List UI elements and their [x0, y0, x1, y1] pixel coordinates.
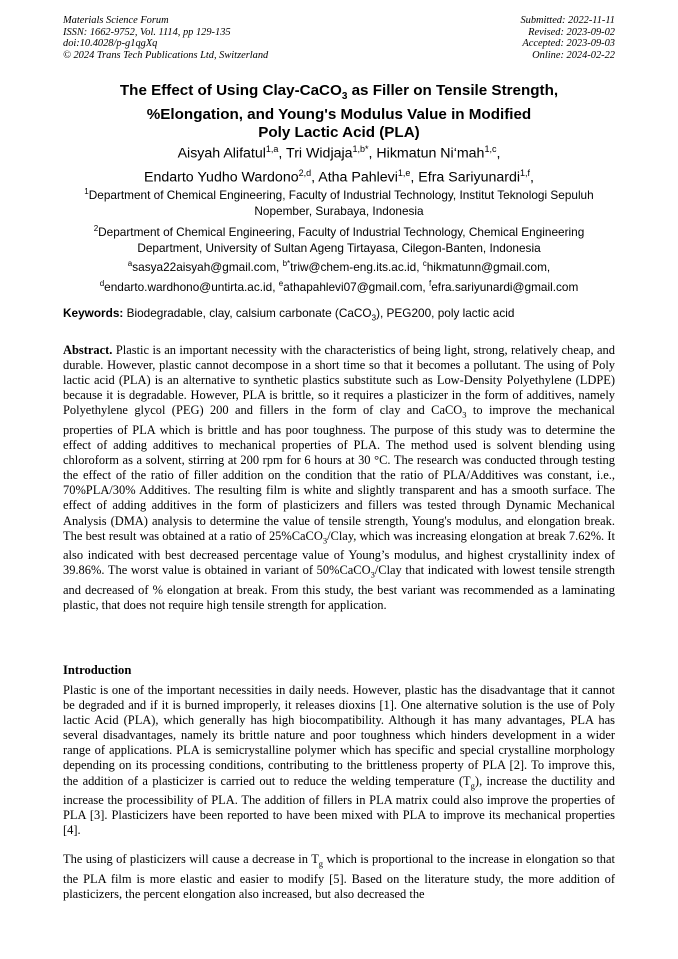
- journal-name: Materials Science Forum: [63, 15, 169, 26]
- email-link[interactable]: sasya22aisyah@gmail.com,: [132, 259, 283, 274]
- journal-issn: ISSN: 1662-9752, Vol. 1114, pp 129-135: [63, 26, 231, 38]
- author-name: , Tri Widjaja: [278, 145, 353, 162]
- author-name: , Hikmatun Ni‘mah: [368, 145, 485, 162]
- author-emails: $^a$sasya22aisyah@gmail.com, $^{b*}$triw@chem-eng.its.ac.id, $^c$hikmatunn@gmail.com, $^d$endarto.wardhono@untirta.ac.id, $^e$athapahlevi07@gmail.com, $^f$efra.sariyunardi@gmail.com: [99, 259, 579, 294]
- submission-dates: [520, 15, 615, 61]
- introduction-paragraph: The using of plasticizers will cause a decrease in $T_g$ which is proportional to the increase in elongation so that the PLA film is more elastic and easier to modify [5]. Based on the literature study, the more addition of plasticizers, the percent elongation also increased, but also decreased the: [63, 852, 615, 901]
- journal-info: [63, 15, 268, 61]
- keywords: Keywords: Biodegradable, clay, calsium carbonate (CaCO$_3$), PEG200, poly lactic acid: [63, 306, 515, 323]
- paper-title: [70, 82, 608, 143]
- author-name: , Atha Pahlevi: [311, 169, 398, 186]
- keywords-label: Keywords:: [63, 306, 124, 320]
- email-link[interactable]: efra.sariyunardi@gmail.com: [431, 279, 579, 294]
- submitted-date: Submitted: 2022-11-11: [520, 15, 615, 26]
- abstract: Abstract. Plastic is an important necessity with the characteristics of being light, strong, relatively cheap, and durable. However, plastic cannot decompose in a short time so that it becomes a pollutant. The using of Poly lactic acid (PLA) is an alternative to synthetic plastics substitute such as Low-Density Polyethylene (LDPE) because it is degradable. However, PLA is brittle, so it requires a plasticizer in the form of additives, namely Polyethylene glycol (PEG) 200 and fillers in the form of clay and CaCO$_3$ to improve the mechanical properties of PLA which is brittle and has poor toughness. The purpose of this study was to determine the effect of adding additives to mechanical properties of PLA. The method used is solvent blending using chloroform as a solvent, stirring at 200 rpm for 6 hours at 30 °C. The research was conducted through testing the effect of the ratio of filler addition on the condition that the ratio of PLA/Additives was constant, i.e., 70%PLA/30% Additives. The resulting film is white and slightly transparent and has a smooth surface. The effect of adding additives in the form of plasticizers and fillers was tested through Dynamic Mechanical Analysis (DMA) analysis to determine the value of tensile strength, Young's modulus, and elongation break. The best result was obtained at a ratio of 25%CaCO$_3$/Clay, which was increasing elongation at break 7.62%. It also indicated with best decreased percentage value of Young’s modulus, and highest crystallinity index of 39.86%. The worst value is obtained in variant of 50%CaCO$_3$/Clay that indicated with lowest tensile strength and decreased of % elongation at break. From this study, the best variant was recommended as a laminating plastic, that does not require high tensile strength for application.: [63, 343, 616, 612]
- email-link[interactable]: athapahlevi07@gmail.com,: [283, 279, 429, 294]
- accepted-date: Accepted: 2023-09-03: [522, 38, 615, 50]
- title-line-1: The Effect of Using Clay-CaCO$_3$ as Filler on Tensile Strength,: [119, 82, 559, 103]
- affiliation-1: $^1$Department of Chemical Engineering, Faculty of Industrial Technology, Institut Teknologi Sepuluh Nopember, Surabaya, Indonesia: [84, 187, 594, 218]
- title-line-3: Poly Lactic Acid (PLA): [258, 124, 420, 142]
- introduction-heading: Introduction: [63, 663, 132, 677]
- affiliation-2: $^2$Department of Chemical Engineering, Faculty of Industrial Technology, Chemical Engineering Department, University of Sultan Ageng Tirtayasa, Cilegon-Banten, Indonesia: [93, 224, 585, 255]
- online-date: Online: 2024-02-22: [532, 49, 615, 61]
- author-name: , Efra Sariyunardi: [410, 169, 521, 186]
- author-name: Aisyah Alifatul: [177, 145, 266, 162]
- title-line-2: %Elongation, and Young's Modulus Value in Modified: [146, 106, 532, 124]
- author-name: Endarto Yudho Wardono: [144, 169, 299, 186]
- author-list: Aisyah Alifatul$^{1,a}$, Tri Widjaja$^{1,b*}$, Hikmatun Ni‘mah$^{1,c}$, Endarto Yudho Wardono$^{2,d}$, Atha Pahlevi$^{1,e}$, Efra Sariyunardi$^{1,f}$,: [144, 144, 534, 186]
- email-link[interactable]: endarto.wardhono@untirta.ac.id,: [104, 279, 279, 294]
- journal-doi[interactable]: doi:10.4028/p-g1qgXq: [63, 38, 158, 50]
- abstract-label: Abstract.: [63, 343, 113, 357]
- email-link[interactable]: triw@chem-eng.its.ac.id,: [290, 259, 423, 274]
- journal-copyright: © 2024 Trans Tech Publications Ltd, Switzerland: [63, 49, 269, 61]
- revised-date: Revised: 2023-09-02: [528, 26, 615, 38]
- introduction-paragraph: Plastic is one of the important necessities in daily needs. However, plastic has the disadvantage that it cannot be degraded and if it is burned improperly, it releases dioxins [1]. One alternative solution is the use of Poly lactic Acid (PLA), which generally has high biocompatibility. Although it has many advantages, PLA has several disadvantages, namely its brittle nature and poor toughness which hinders development in a wider range of applications. PLA is semicrystalline polymer which has specific and special crystalline morphology depending on its processing conditions, contributing to the brittleness property of PLA [2]. To improve this, the addition of a plasticizer is carried out to reduce the welding temperature $(T_g)$, increase the ductility and increase the processibility of PLA. The addition of fillers in PLA matrix could also improve the properties of PLA [3]. Plasticizers have been reported to have been mixed with PLA to improve its mechanical properties [4].: [63, 683, 615, 838]
- email-link[interactable]: hikmatunn@gmail.com,: [426, 259, 551, 274]
